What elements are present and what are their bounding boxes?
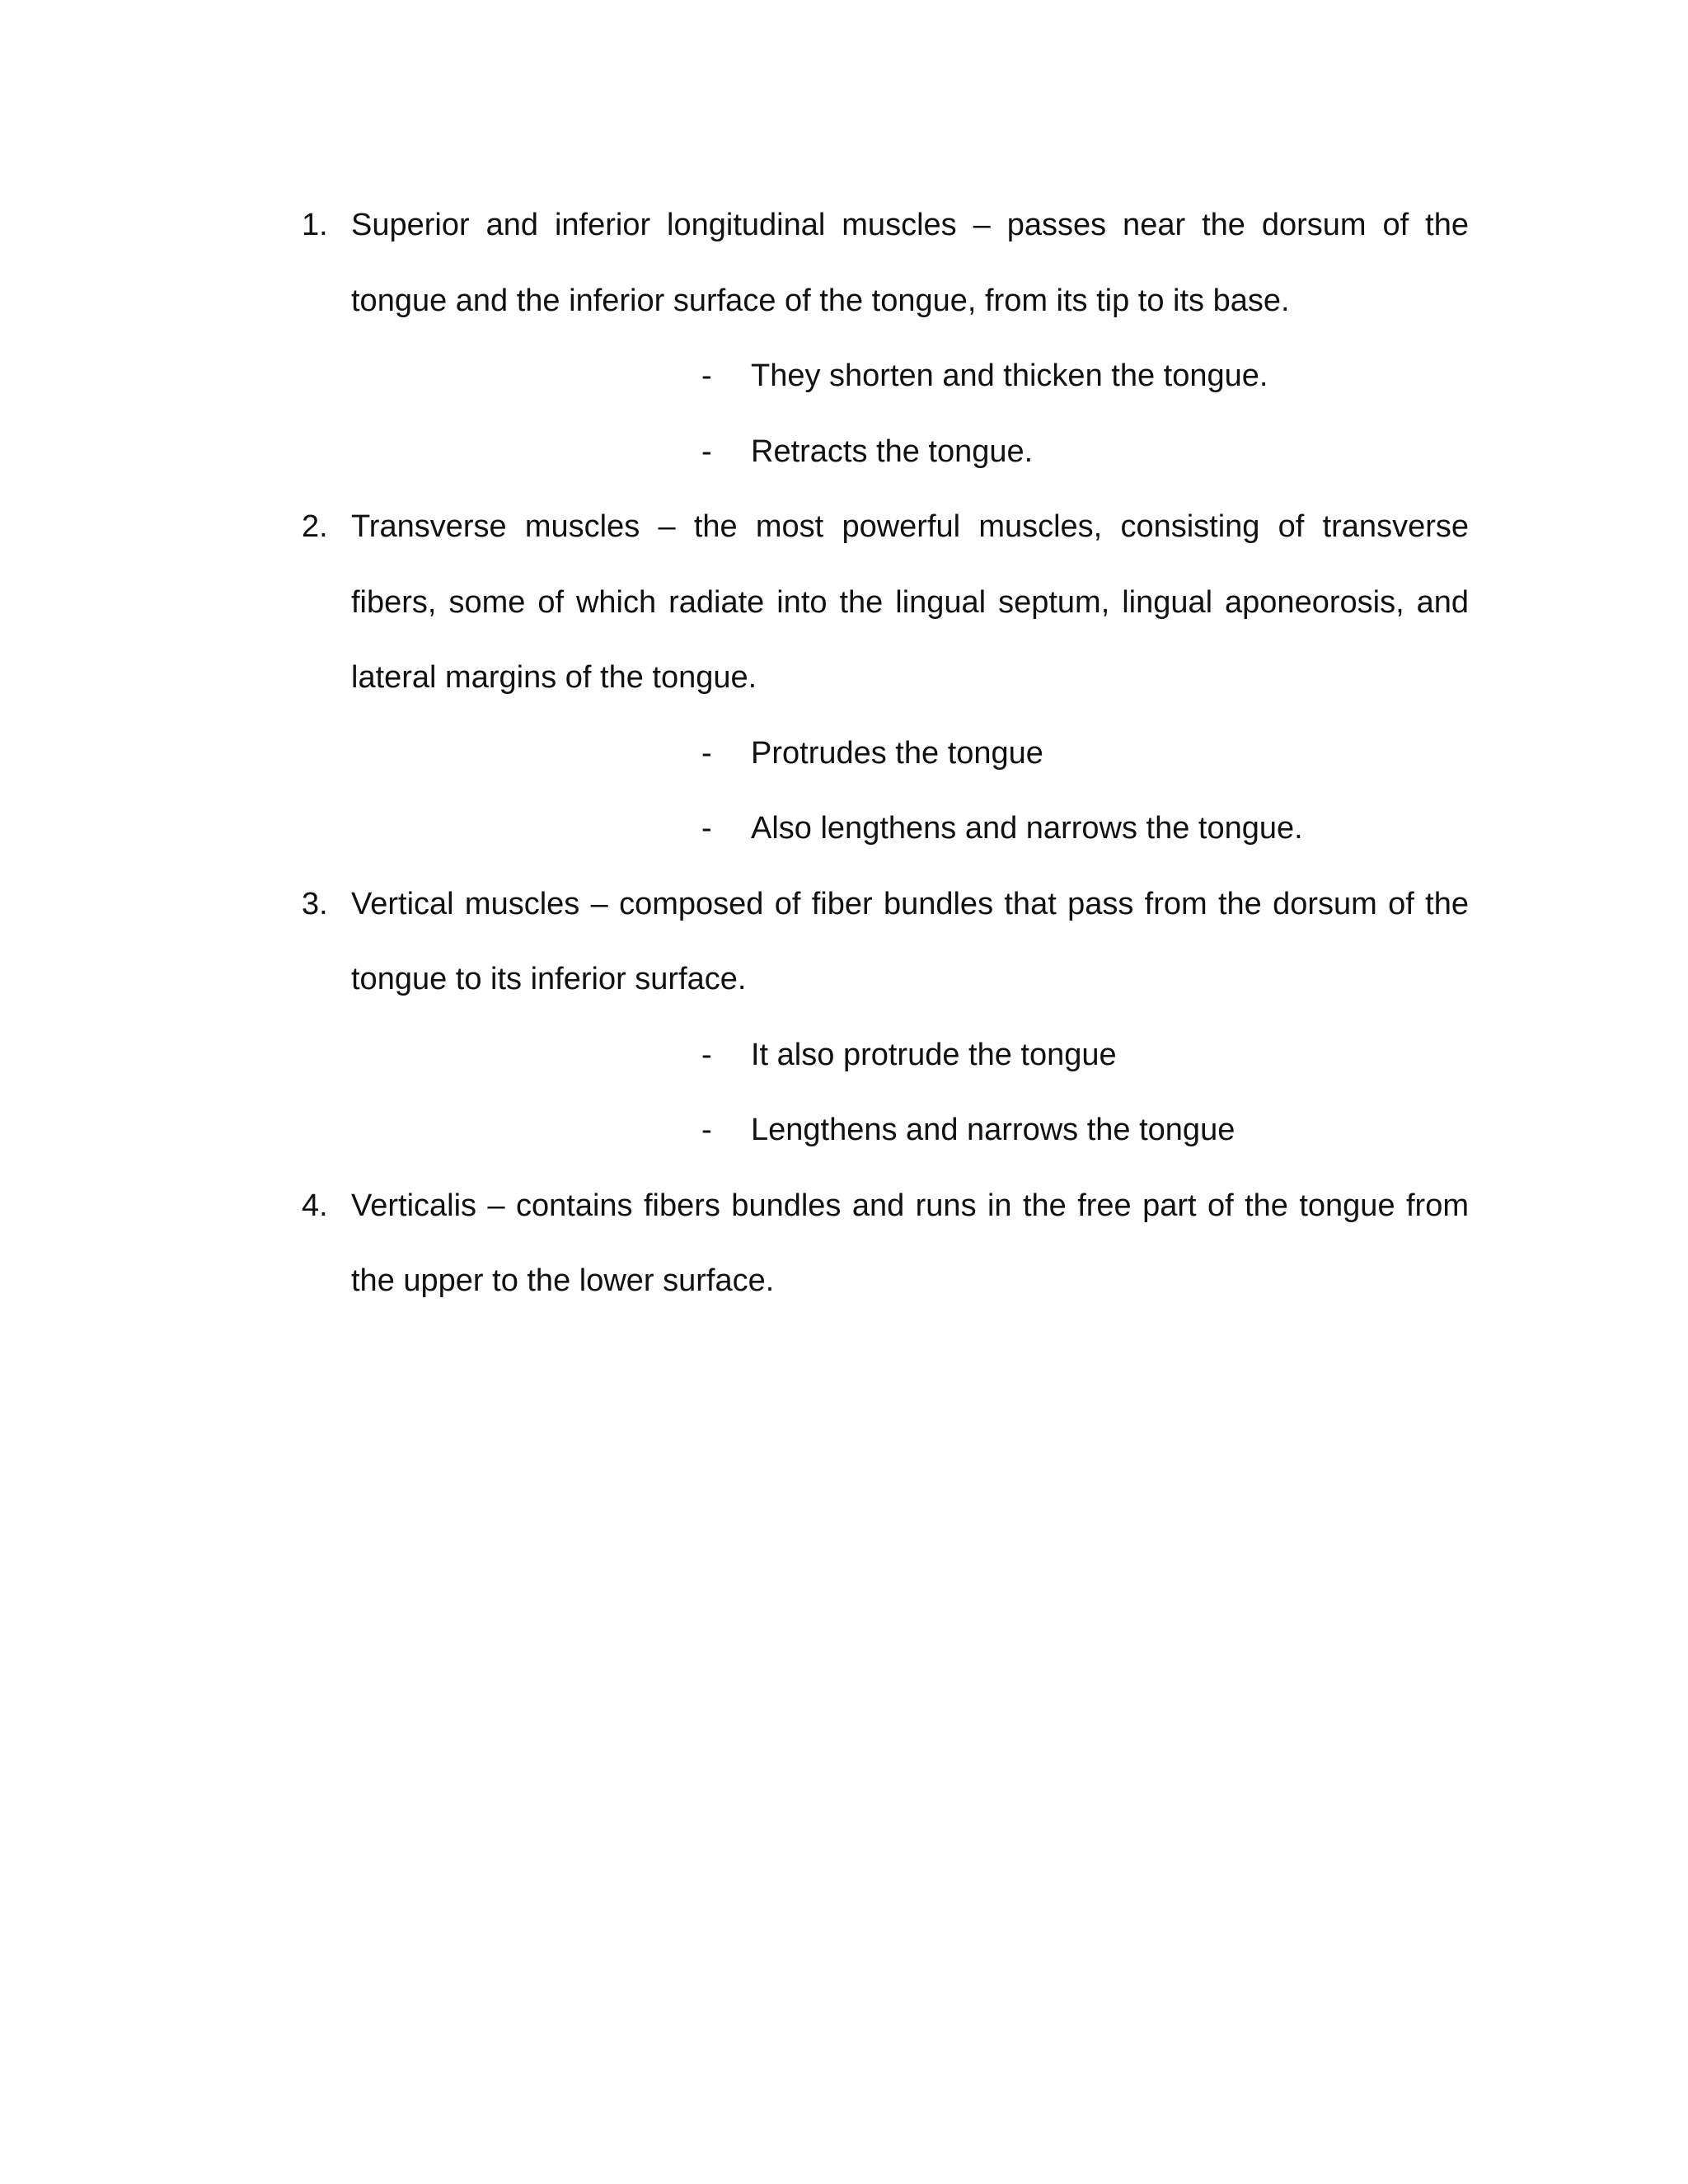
item-number: 1.: [302, 208, 328, 242]
dash-marker: -: [701, 1037, 712, 1072]
list-item: [302, 188, 1469, 490]
sub-item: [302, 791, 1469, 867]
item-number: 2.: [302, 509, 328, 544]
sub-item-text: Protrudes the tongue: [751, 735, 1043, 771]
sub-item-text: Also lengthens and narrows the tongue.: [751, 811, 1303, 846]
sub-list: [302, 716, 1469, 867]
list-item: [302, 490, 1469, 867]
item-number: 3.: [302, 886, 328, 921]
item-text: Transverse muscles – the most powerful muscles, consisting of transverse fibers, some of which radiate into the lingual septum, lingual aponeorosis, and lateral margins of the tongue.: [351, 509, 1469, 695]
muscle-list: [302, 188, 1469, 1319]
sub-item-text: Lengthens and narrows the tongue: [751, 1113, 1236, 1147]
dash-marker: -: [701, 735, 712, 771]
dash-marker: -: [701, 434, 712, 469]
sub-list: [302, 339, 1469, 490]
sub-item: [302, 1018, 1469, 1094]
sub-item: [302, 716, 1469, 792]
list-item: [302, 1169, 1469, 1319]
sub-item: [302, 1093, 1469, 1169]
dash-marker: -: [701, 1113, 712, 1147]
item-number: 4.: [302, 1188, 328, 1223]
item-text: Verticalis – contains fibers bundles and runs in the free part of the tongue from the upper to the lower surface.: [351, 1188, 1469, 1298]
dash-marker: -: [701, 811, 712, 846]
sub-item-text: They shorten and thicken the tongue.: [751, 359, 1268, 393]
dash-marker: -: [701, 359, 712, 393]
item-text: Superior and inferior longitudinal muscles – passes near the dorsum of the tongue and the inferior surface of the tongue, from its tip to its base.: [351, 208, 1469, 318]
list-item: [302, 867, 1469, 1169]
sub-list: [302, 1018, 1469, 1169]
sub-item: [302, 415, 1469, 490]
sub-item-text: It also protrude the tongue: [751, 1037, 1117, 1072]
item-text: Vertical muscles – composed of fiber bundles that pass from the dorsum of the tongue to its inferior surface.: [351, 886, 1469, 996]
sub-item-text: Retracts the tongue.: [751, 434, 1034, 469]
sub-item: [302, 339, 1469, 415]
